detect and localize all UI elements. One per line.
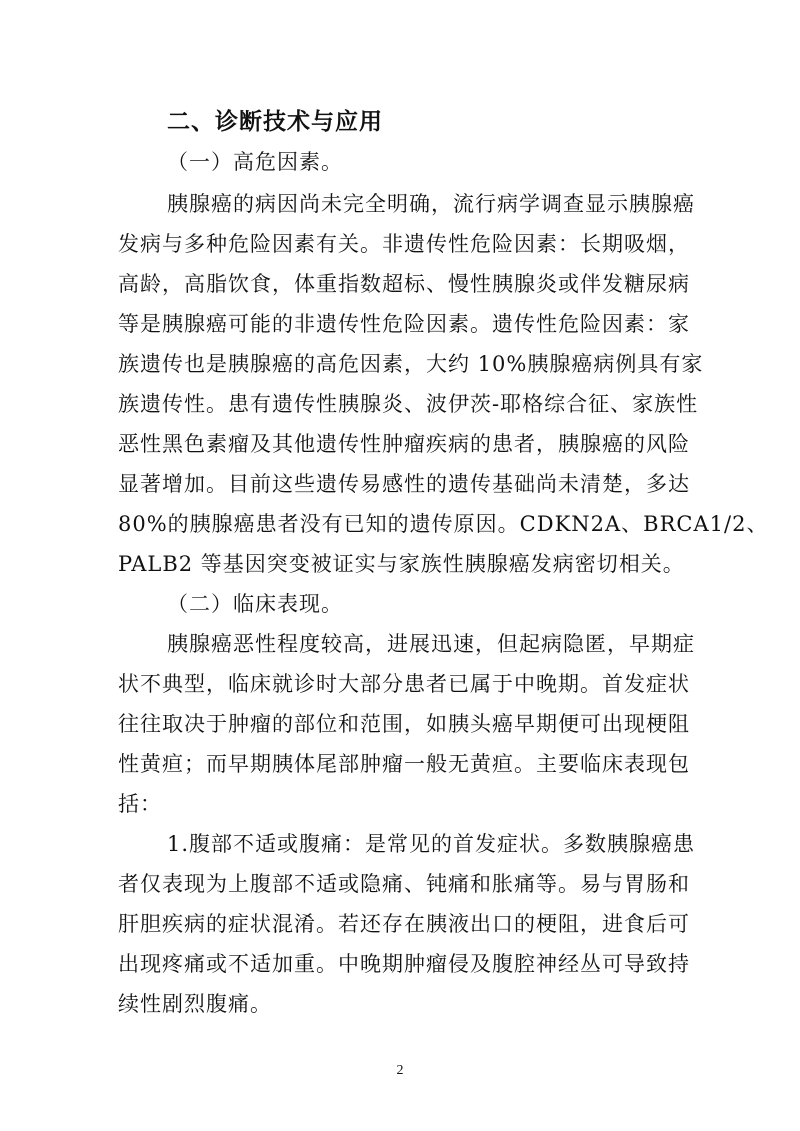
- paragraph-line: 80%的胰腺癌患者没有已知的遗传原因。CDKN2A、BRCA1/2、: [118, 512, 769, 536]
- list-item-line: 1.腹部不适或腹痛：是常见的首发症状。多数胰腺癌患: [167, 832, 696, 856]
- subsection-title-clinical-presentation: （二）临床表现。: [167, 592, 343, 616]
- paragraph-line: PALB2 等基因突变被证实与家族性胰腺癌发病密切相关。: [118, 552, 685, 576]
- list-item-line: 肝胆疾病的症状混淆。若还存在胰液出口的梗阻，进食后可: [118, 912, 690, 936]
- paragraph-line: 族遗传也是胰腺癌的高危因素，大约 10%胰腺癌病例具有家: [118, 352, 704, 376]
- paragraph-line: 等是胰腺癌可能的非遗传性危险因素。遗传性危险因素：家: [118, 312, 690, 336]
- paragraph-line: 胰腺癌恶性程度较高，进展迅速，但起病隐匿，早期症: [167, 632, 695, 656]
- paragraph-line: 高龄，高脂饮食，体重指数超标、慢性胰腺炎或伴发糖尿病: [118, 272, 690, 296]
- section-heading: 二、诊断技术与应用: [167, 109, 383, 135]
- paragraph-line: 胰腺癌的病因尚未完全明确，流行病学调查显示胰腺癌: [167, 192, 695, 216]
- list-item-line: 出现疼痛或不适加重。中晚期肿瘤侵及腹腔神经丛可导致持: [118, 952, 690, 976]
- list-item-line: 续性剧烈腹痛。: [118, 992, 272, 1016]
- paragraph-line: 往往取决于肿瘤的部位和范围，如胰头癌早期便可出现梗阻: [118, 712, 690, 736]
- page-number: 2: [396, 1063, 404, 1078]
- paragraph-line: 发病与多种危险因素有关。非遗传性危险因素：长期吸烟，: [118, 232, 690, 256]
- paragraph-line: 族遗传性。患有遗传性胰腺炎、波伊茨-耶格综合征、家族性: [118, 392, 699, 416]
- list-item-line: 者仅表现为上腹部不适或隐痛、钝痛和胀痛等。易与胃肠和: [118, 872, 690, 896]
- paragraph-line: 性黄疸；而早期胰体尾部肿瘤一般无黄疸。主要临床表现包: [118, 752, 690, 776]
- paragraph-line: 括：: [118, 792, 162, 816]
- subsection-title-risk-factors: （一）高危因素。: [167, 150, 343, 174]
- paragraph-line: 状不典型，临床就诊时大部分患者已属于中晚期。首发症状: [118, 672, 690, 696]
- paragraph-line: 显著增加。目前这些遗传易感性的遗传基础尚未清楚，多达: [118, 472, 690, 496]
- paragraph-line: 恶性黑色素瘤及其他遗传性肿瘤疾病的患者，胰腺癌的风险: [118, 432, 690, 456]
